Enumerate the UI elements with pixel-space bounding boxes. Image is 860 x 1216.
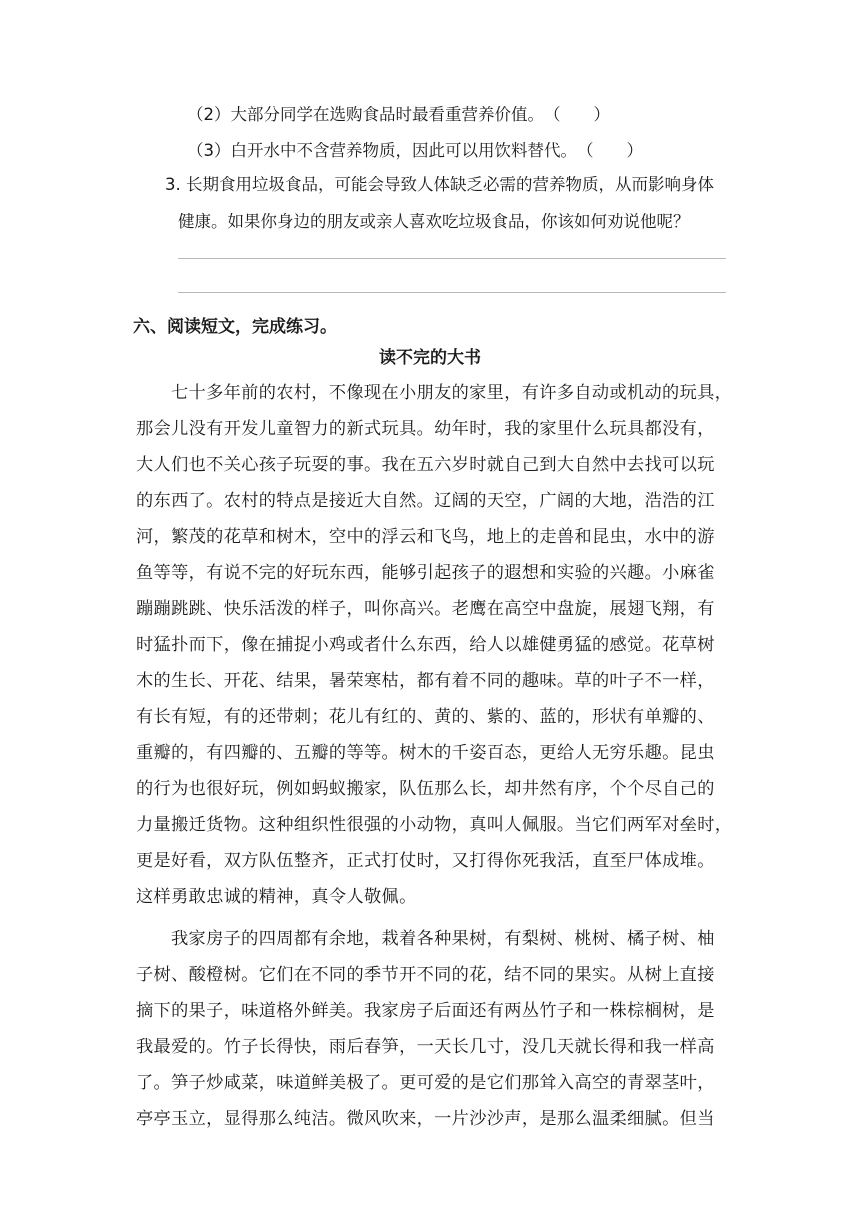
passage-line: 摘下的果子，味道格外鲜美。我家房子后面还有两丛竹子和一株棕榈树，是	[136, 1001, 715, 1021]
passage-line: 了。笋子炒咸菜，味道鲜美极了。更可爱的是它们那耸入高空的青翠茎叶，	[136, 1073, 715, 1093]
question-3-line-1: 3. 长期食用垃圾食品，可能会导致人体缺乏必需的营养物质，从而影响身体	[165, 175, 714, 194]
story-title: 读不完的大书	[379, 348, 481, 368]
question-3-line-2: 健康。如果你身边的朋友或亲人喜欢吃垃圾食品，你该如何劝说他呢？	[178, 212, 690, 231]
passage-line: 的行为也很好玩，例如蚂蚁搬家，队伍那么长，却井然有序，个个尽自己的	[136, 779, 715, 799]
passage-line: 我家房子的四周都有余地，栽着各种果树，有梨树、桃树、橘子树、柚	[171, 929, 715, 949]
answer-line-2[interactable]	[178, 292, 726, 293]
passage-line: 河，繁茂的花草和树木，空中的浮云和飞鸟，地上的走兽和昆虫，水中的游	[136, 527, 715, 547]
passage-line: 重瓣的，有四瓣的、五瓣的等等。树木的千姿百态，更给人无穷乐趣。昆虫	[136, 743, 715, 763]
passage-line: 木的生长、开花、结果，暑荣寒枯，都有着不同的趣味。草的叶子不一样，	[136, 671, 715, 691]
passage-line: 鱼等等，有说不完的好玩东西，能够引起孩子的遐想和实验的兴趣。小麻雀	[136, 563, 715, 583]
passage-line: 这样勇敢忠诚的精神，真令人敬佩。	[136, 887, 417, 907]
passage-line: 大人们也不关心孩子玩耍的事。我在五六岁时就自己到大自然中去找可以玩	[136, 455, 715, 475]
answer-line-1[interactable]	[178, 258, 726, 259]
passage-line: 的东西了。农村的特点是接近大自然。辽阔的天空，广阔的大地，浩浩的江	[136, 491, 715, 511]
section-heading: 六、阅读短文，完成练习。	[133, 317, 337, 337]
passage-line: 七十多年前的农村，不像现在小朋友的家里，有许多自动或机动的玩具，	[171, 383, 733, 403]
passage-line: 那会儿没有开发儿童智力的新式玩具。幼年时，我的家里什么玩具都没有，	[136, 419, 715, 439]
passage-line: 蹦蹦跳跳、快乐活泼的样子，叫你高兴。老鹰在高空中盘旋，展翅飞翔，有	[136, 599, 715, 619]
passage-line: 有长有短，有的还带刺；花儿有红的、黄的、紫的、蓝的，形状有单瓣的、	[136, 707, 715, 727]
passage-line: 更是好看，双方队伍整齐，正式打仗时，又打得你死我活，直至尸体成堆。	[136, 851, 715, 871]
question-2-3-item-3: （3）白开水中不含营养物质，因此可以用饮料替代。 （ ）	[187, 141, 643, 160]
passage-line: 子树、酸橙树。它们在不同的季节开不同的花，结不同的果实。从树上直接	[136, 965, 715, 985]
passage-line: 力量搬迁货物。这种组织性很强的小动物，真叫人佩服。当它们两军对垒时，	[136, 815, 733, 835]
question-2-3-item-2: （2）大部分同学在选购食品时最看重营养价值。 （ ）	[187, 105, 610, 124]
passage-line: 时猛扑而下，像在捕捉小鸡或者什么东西，给人以雄健勇猛的感觉。花草树	[136, 635, 715, 655]
passage-line: 亭亭玉立，显得那么纯洁。微风吹来，一片沙沙声，是那么温柔细腻。但当	[136, 1109, 715, 1129]
passage-line: 我最爱的。竹子长得快，雨后春笋，一天长几寸，没几天就长得和我一样高	[136, 1037, 715, 1057]
